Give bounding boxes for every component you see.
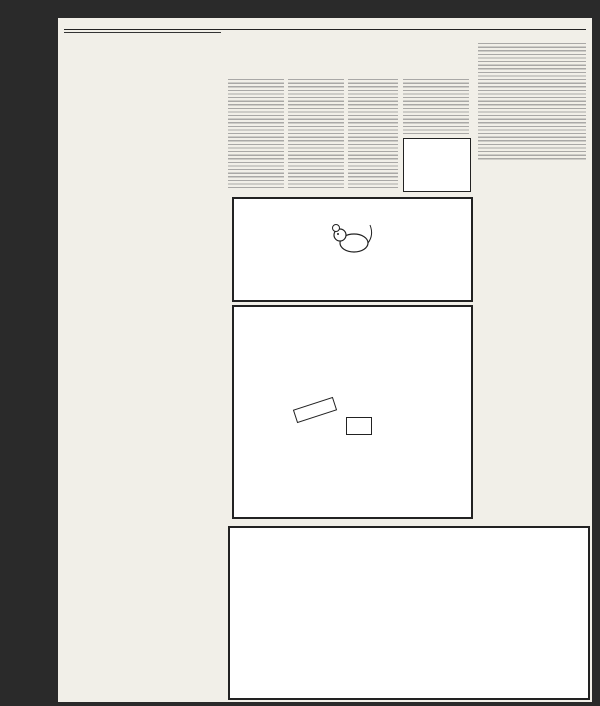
sua-films-logo <box>478 164 586 194</box>
mouse-illustration <box>330 217 376 255</box>
african-students-association-ad <box>228 526 590 700</box>
quickstop-ad <box>403 138 471 192</box>
page-header <box>64 20 586 28</box>
capsules-title <box>64 32 221 33</box>
barbecue-badge <box>293 397 337 423</box>
story-text-col1 <box>228 78 284 190</box>
story-text-col4 <box>403 78 469 134</box>
mouse-that-roared-ad <box>232 197 473 302</box>
story-text-col5 <box>478 42 586 162</box>
newspaper-page <box>58 18 592 702</box>
header-rule <box>64 29 586 30</box>
story-text-col3 <box>348 78 398 190</box>
gs-barbecue-ad <box>232 305 473 519</box>
story-text-col2 <box>288 78 344 190</box>
eat-in-badge <box>346 417 372 435</box>
capsules-column <box>64 32 221 696</box>
